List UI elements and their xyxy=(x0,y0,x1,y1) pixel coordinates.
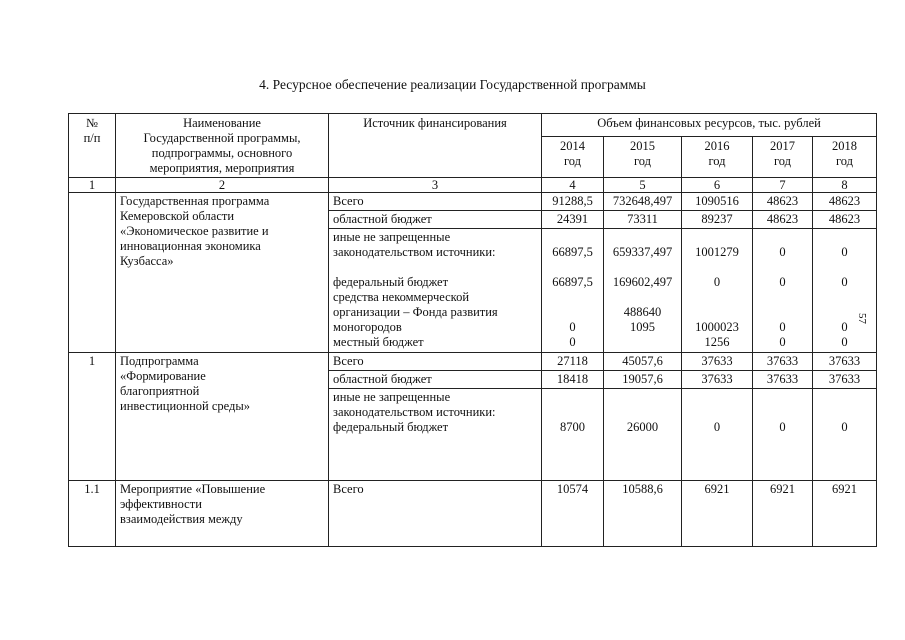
measure-name: Мероприятие «Повышение эффективности взаимодействия между xyxy=(116,481,329,547)
header-col-source: Источник финансирования xyxy=(329,114,542,178)
source-label: областной бюджет xyxy=(329,371,542,389)
source-label-group: иные не запрещенные законодательством источники: федеральный бюджет средства некоммерческой организации – Фонда развития моногородов местный бюджет xyxy=(329,229,542,353)
table-row: областной бюджет 18418 19057,6 37633 37633 37633 xyxy=(69,371,877,389)
table-row: 1 Подпрограмма «Формирование благоприятной инвестиционной среды» Всего 27118 45057,6 37633 37633 37633 xyxy=(69,353,877,371)
row-number: 1.1 xyxy=(69,481,116,547)
column-number-row: 1 2 3 4 5 6 7 8 xyxy=(69,178,877,193)
source-label: областной бюджет xyxy=(329,211,542,229)
header-year: 2018 год xyxy=(813,136,877,177)
table-row: Государственная программа Кемеровской области «Экономическое развитие и инновационная экономика Кузбасса» Всего 91288,5 732648,497 1090516 48623 48623 xyxy=(69,193,877,211)
source-label: Всего xyxy=(329,193,542,211)
source-label: Всего xyxy=(329,353,542,371)
subprogram-name: Подпрограмма «Формирование благоприятной инвестиционной среды» xyxy=(116,353,329,481)
table-row: иные не запрещенные законодательством источники: федеральный бюджет средства некоммерческой организации – Фонда развития моногородов местный бюджет 66897,5 66897,5 0 0 659337,497 169602,497 488640 1095 1001279 0 1000023 1256 0 0 0 0 0 0 0 0 xyxy=(69,229,877,353)
table-row: иные не запрещенные законодательством источники: федеральный бюджет 8700 26000 0 0 0 xyxy=(69,389,877,481)
header-col-name: Наименование Государственной программы, подпрограммы, основного мероприятия, мероприятия xyxy=(116,114,329,178)
row-number: 1 xyxy=(69,353,116,481)
table-row: 1.1 Мероприятие «Повышение эффективности взаимодействия между Всего 10574 10588,6 6921 6921 6921 xyxy=(69,481,877,547)
source-label: Всего xyxy=(329,481,542,547)
table-row: областной бюджет 24391 73311 89237 48623 48623 xyxy=(69,211,877,229)
source-label-group: иные не запрещенные законодательством источники: федеральный бюджет xyxy=(329,389,542,481)
header-year: 2016 год xyxy=(682,136,753,177)
page-number: 57 xyxy=(856,313,868,324)
header-year: 2014 год xyxy=(542,136,604,177)
header-year: 2017 год xyxy=(753,136,813,177)
resource-table xyxy=(68,113,877,547)
section-title: 4. Ресурсное обеспечение реализации Государственной программы xyxy=(259,77,646,92)
header-year: 2015 год xyxy=(604,136,682,177)
header-col-no: № п/п xyxy=(69,114,116,178)
header-col-volume: Объем финансовых ресурсов, тыс. рублей xyxy=(542,114,877,137)
program-name: Государственная программа Кемеровской области «Экономическое развитие и инновационная экономика Кузбасса» xyxy=(116,193,329,353)
row-number xyxy=(69,193,116,353)
